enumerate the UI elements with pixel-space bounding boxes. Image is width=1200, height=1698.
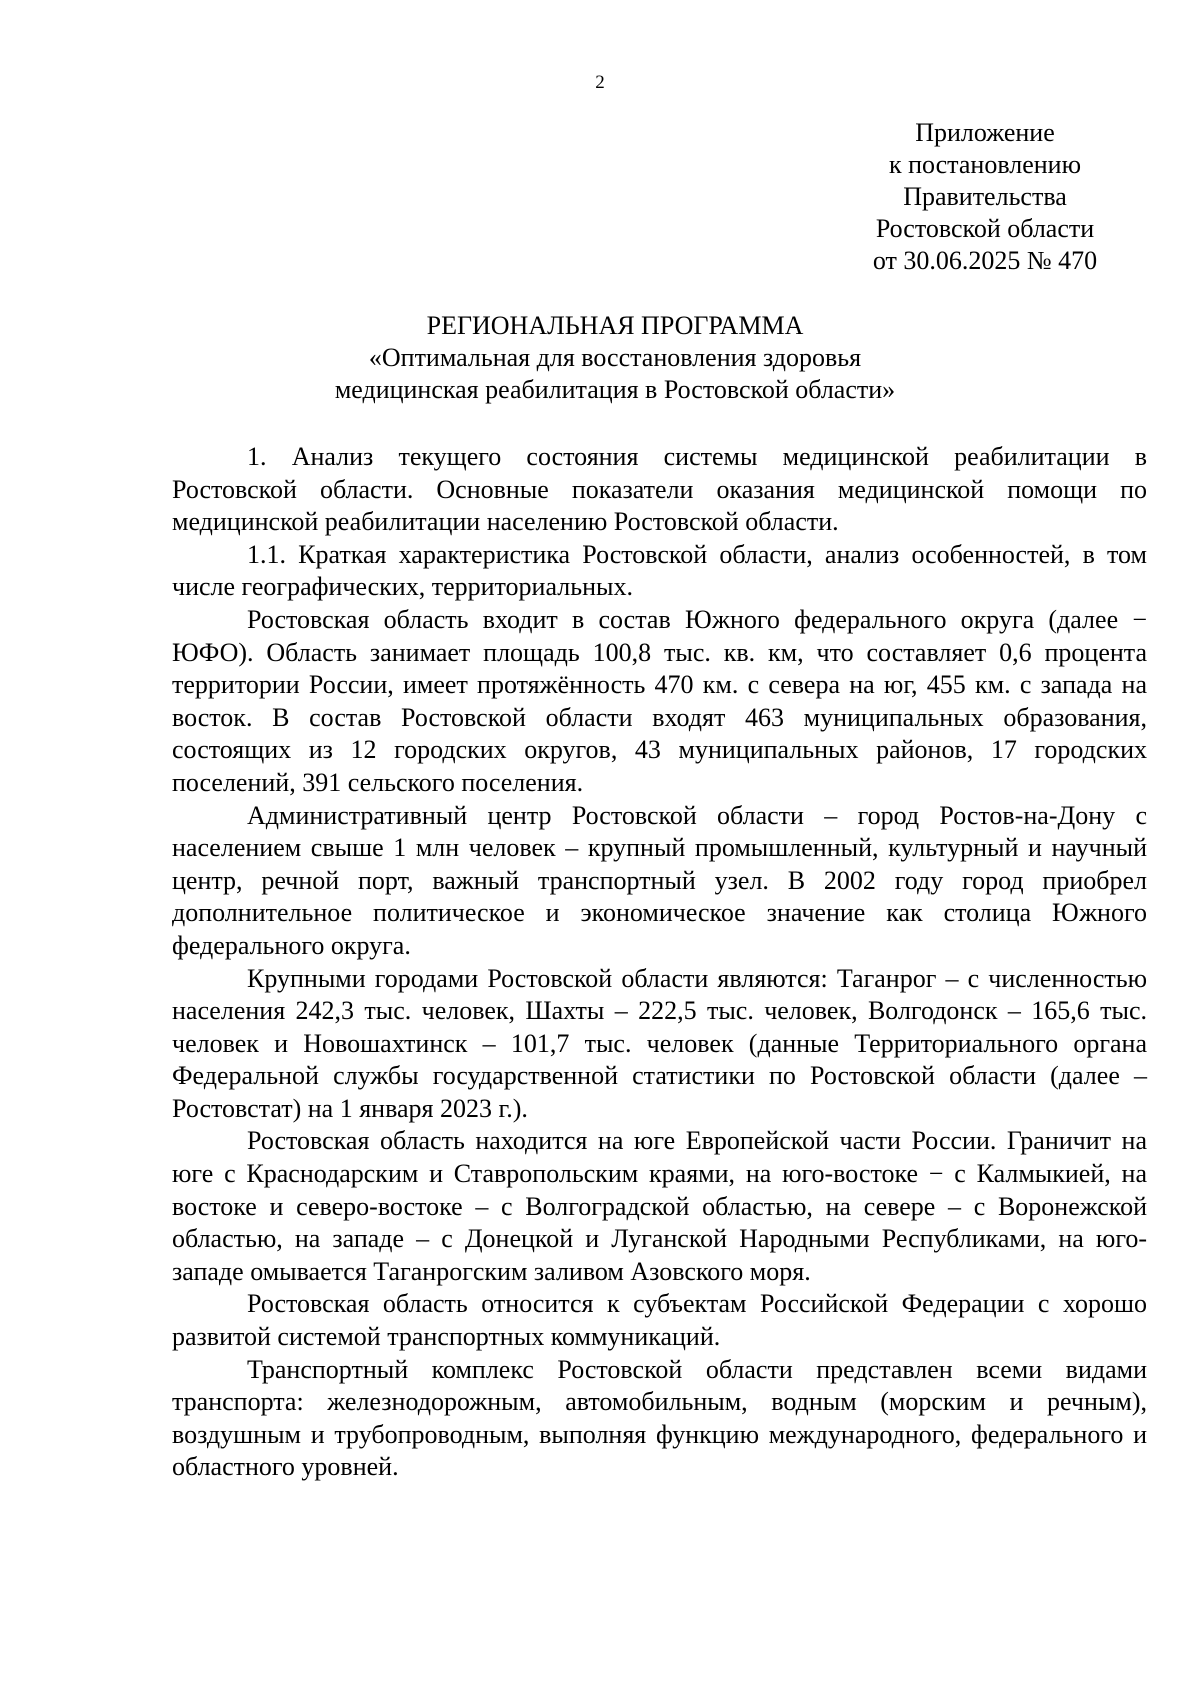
program-heading: РЕГИОНАЛЬНАЯ ПРОГРАММА bbox=[426, 311, 804, 340]
paragraph-1: 1. Анализ текущего состояния системы медицинской реабилитации в Ростовской области. Основные показатели оказания медицинской помощи по медицинской реабилитации населению Ростовской области. bbox=[172, 442, 1147, 537]
program-subtitle-line-2: медицинская реабилитация в Ростовской области» bbox=[334, 375, 896, 404]
title-block bbox=[170, 310, 1060, 406]
annex-line-5: от 30.06.2025 № 470 bbox=[872, 246, 1098, 275]
annex-block bbox=[820, 117, 1150, 277]
annex-line-4: Ростовской области bbox=[875, 214, 1095, 243]
paragraph-8: Транспортный комплекс Ростовской области представлен всеми видами транспорта: железнодорожным, автомобильным, водным (морским и речным), воздушным и трубопроводным, выполняя функцию международного, федерального и областного уровней. bbox=[172, 1354, 1147, 1482]
program-subtitle-line-1: «Оптимальная для восстановления здоровья bbox=[368, 343, 862, 372]
paragraph-2: 1.1. Краткая характеристика Ростовской области, анализ особенностей, в том числе географических, территориальных. bbox=[172, 539, 1147, 602]
annex-line-2: к постановлению bbox=[888, 150, 1082, 179]
paragraph-6: Ростовская область находится на юге Европейской части России. Граничит на юге с Краснодарским и Ставропольским краями, на юго-востоке − с Калмыкией, на востоке и северо-востоке – с Волгоградской областью, на севере – с Воронежской областью, на западе – с Донецкой и Луганской Народными Республиками, на юго-западе омывается Таганрогским заливом Азовского моря. bbox=[172, 1126, 1147, 1286]
paragraph-5: Крупными городами Ростовской области являются: Таганрог – с численностью населения 242,3 тыс. человек, Шахты – 222,5 тыс. человек, Волгодонск – 165,6 тыс. человек и Новошахтинск – 101,7 тыс. человек (данные Территориального органа Федеральной службы государственной статистики по Ростовской области (далее – Ростовстат) на 1 января 2023 г.). bbox=[172, 963, 1147, 1123]
page-number: 2 bbox=[595, 72, 605, 93]
document-body bbox=[172, 441, 1147, 1484]
paragraph-7: Ростовская область относится к субъектам Российской Федерации с хорошо развитой системой транспортных коммуникаций. bbox=[172, 1289, 1147, 1352]
annex-line-3: Правительства bbox=[903, 182, 1067, 211]
paragraph-4: Административный центр Ростовской области – город Ростов-на-Дону с населением свыше 1 млн человек – крупный промышленный, культурный и научный центр, речной порт, важный транспортный узел. В 2002 году город приобрел дополнительное политическое и экономическое значение как столица Южного федерального округа. bbox=[172, 800, 1147, 960]
annex-line-1: Приложение bbox=[915, 118, 1055, 147]
paragraph-3: Ростовская область входит в состав Южного федерального округа (далее − ЮФО). Область занимает площадь 100,8 тыс. кв. км, что составляет 0,6 процента территории России, имеет протяжённость 470 км. с севера на юг, 455 км. с запада на восток. В состав Ростовской области входят 463 муниципальных образования, состоящих из 12 городских округов, 43 муниципальных районов, 17 городских поселений, 391 сельского поселения. bbox=[172, 604, 1147, 797]
